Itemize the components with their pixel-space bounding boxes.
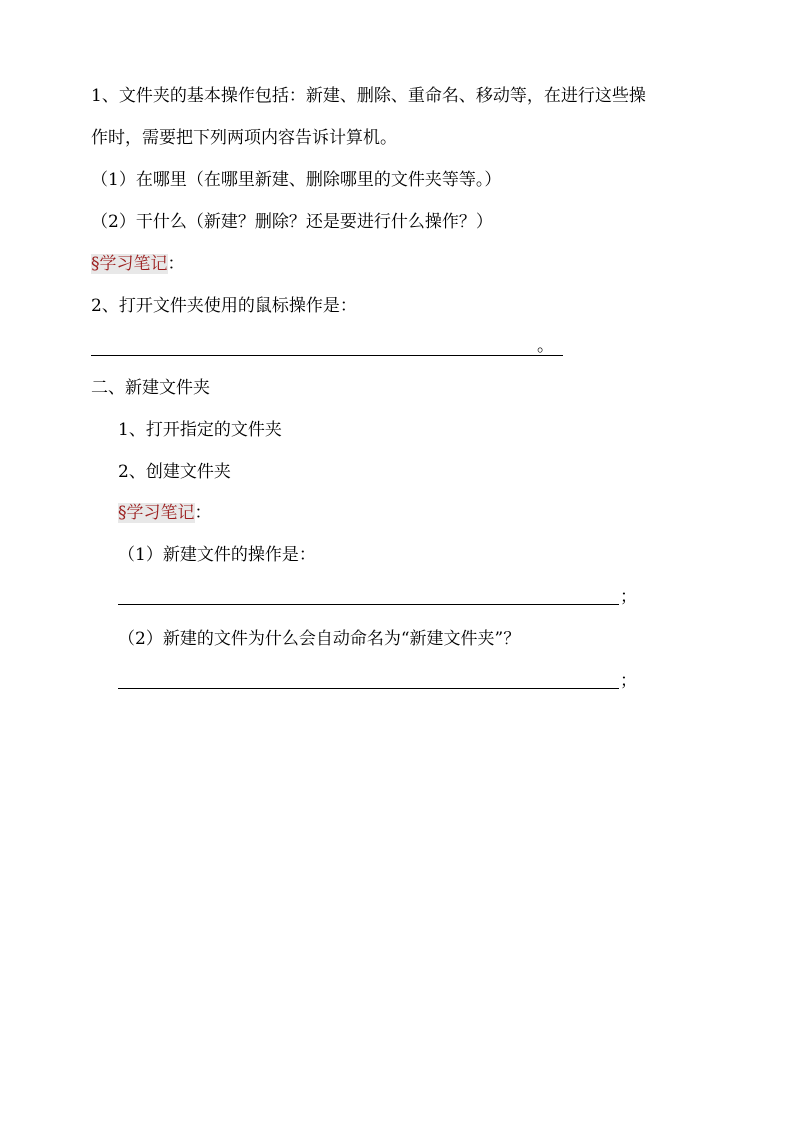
section2-heading: 二、新建文件夹 xyxy=(91,378,210,398)
point2-what: （2）干什么（新建？删除？还是要进行什么操作？） xyxy=(91,212,493,232)
point1-where: （1）在哪里（在哪里新建、删除哪里的文件夹等等。） xyxy=(91,170,502,190)
step1: 1、打开指定的文件夹 xyxy=(118,420,282,440)
answer-blank-2[interactable] xyxy=(118,604,619,605)
study-note-2 xyxy=(118,501,212,525)
answer-blank-2-end: ； xyxy=(620,587,637,607)
answer-blank-1[interactable] xyxy=(91,355,563,356)
answer-blank-3-end: ； xyxy=(620,671,637,691)
step2: 2、创建文件夹 xyxy=(118,462,231,482)
study-note-colon: ： xyxy=(167,254,185,274)
item1-line2: 作时，需要把下列两项内容告诉计算机。 xyxy=(91,128,397,148)
study-note-label: §学习笔记 xyxy=(118,503,195,523)
question2: （2）新建的文件为什么会自动命名为“新建文件夹”？ xyxy=(118,629,521,649)
question1: （1）新建文件的操作是： xyxy=(118,545,316,565)
answer-blank-3[interactable] xyxy=(118,688,619,689)
answer-blank-1-end: 。 xyxy=(537,336,554,356)
study-note-1 xyxy=(91,252,185,276)
study-note-colon: ： xyxy=(194,503,212,523)
item2-question: 2、打开文件夹使用的鼠标操作是： xyxy=(91,296,357,316)
item1-line1: 1、文件夹的基本操作包括：新建、删除、重命名、移动等，在进行这些操 xyxy=(91,86,646,106)
study-note-label: §学习笔记 xyxy=(91,254,168,274)
